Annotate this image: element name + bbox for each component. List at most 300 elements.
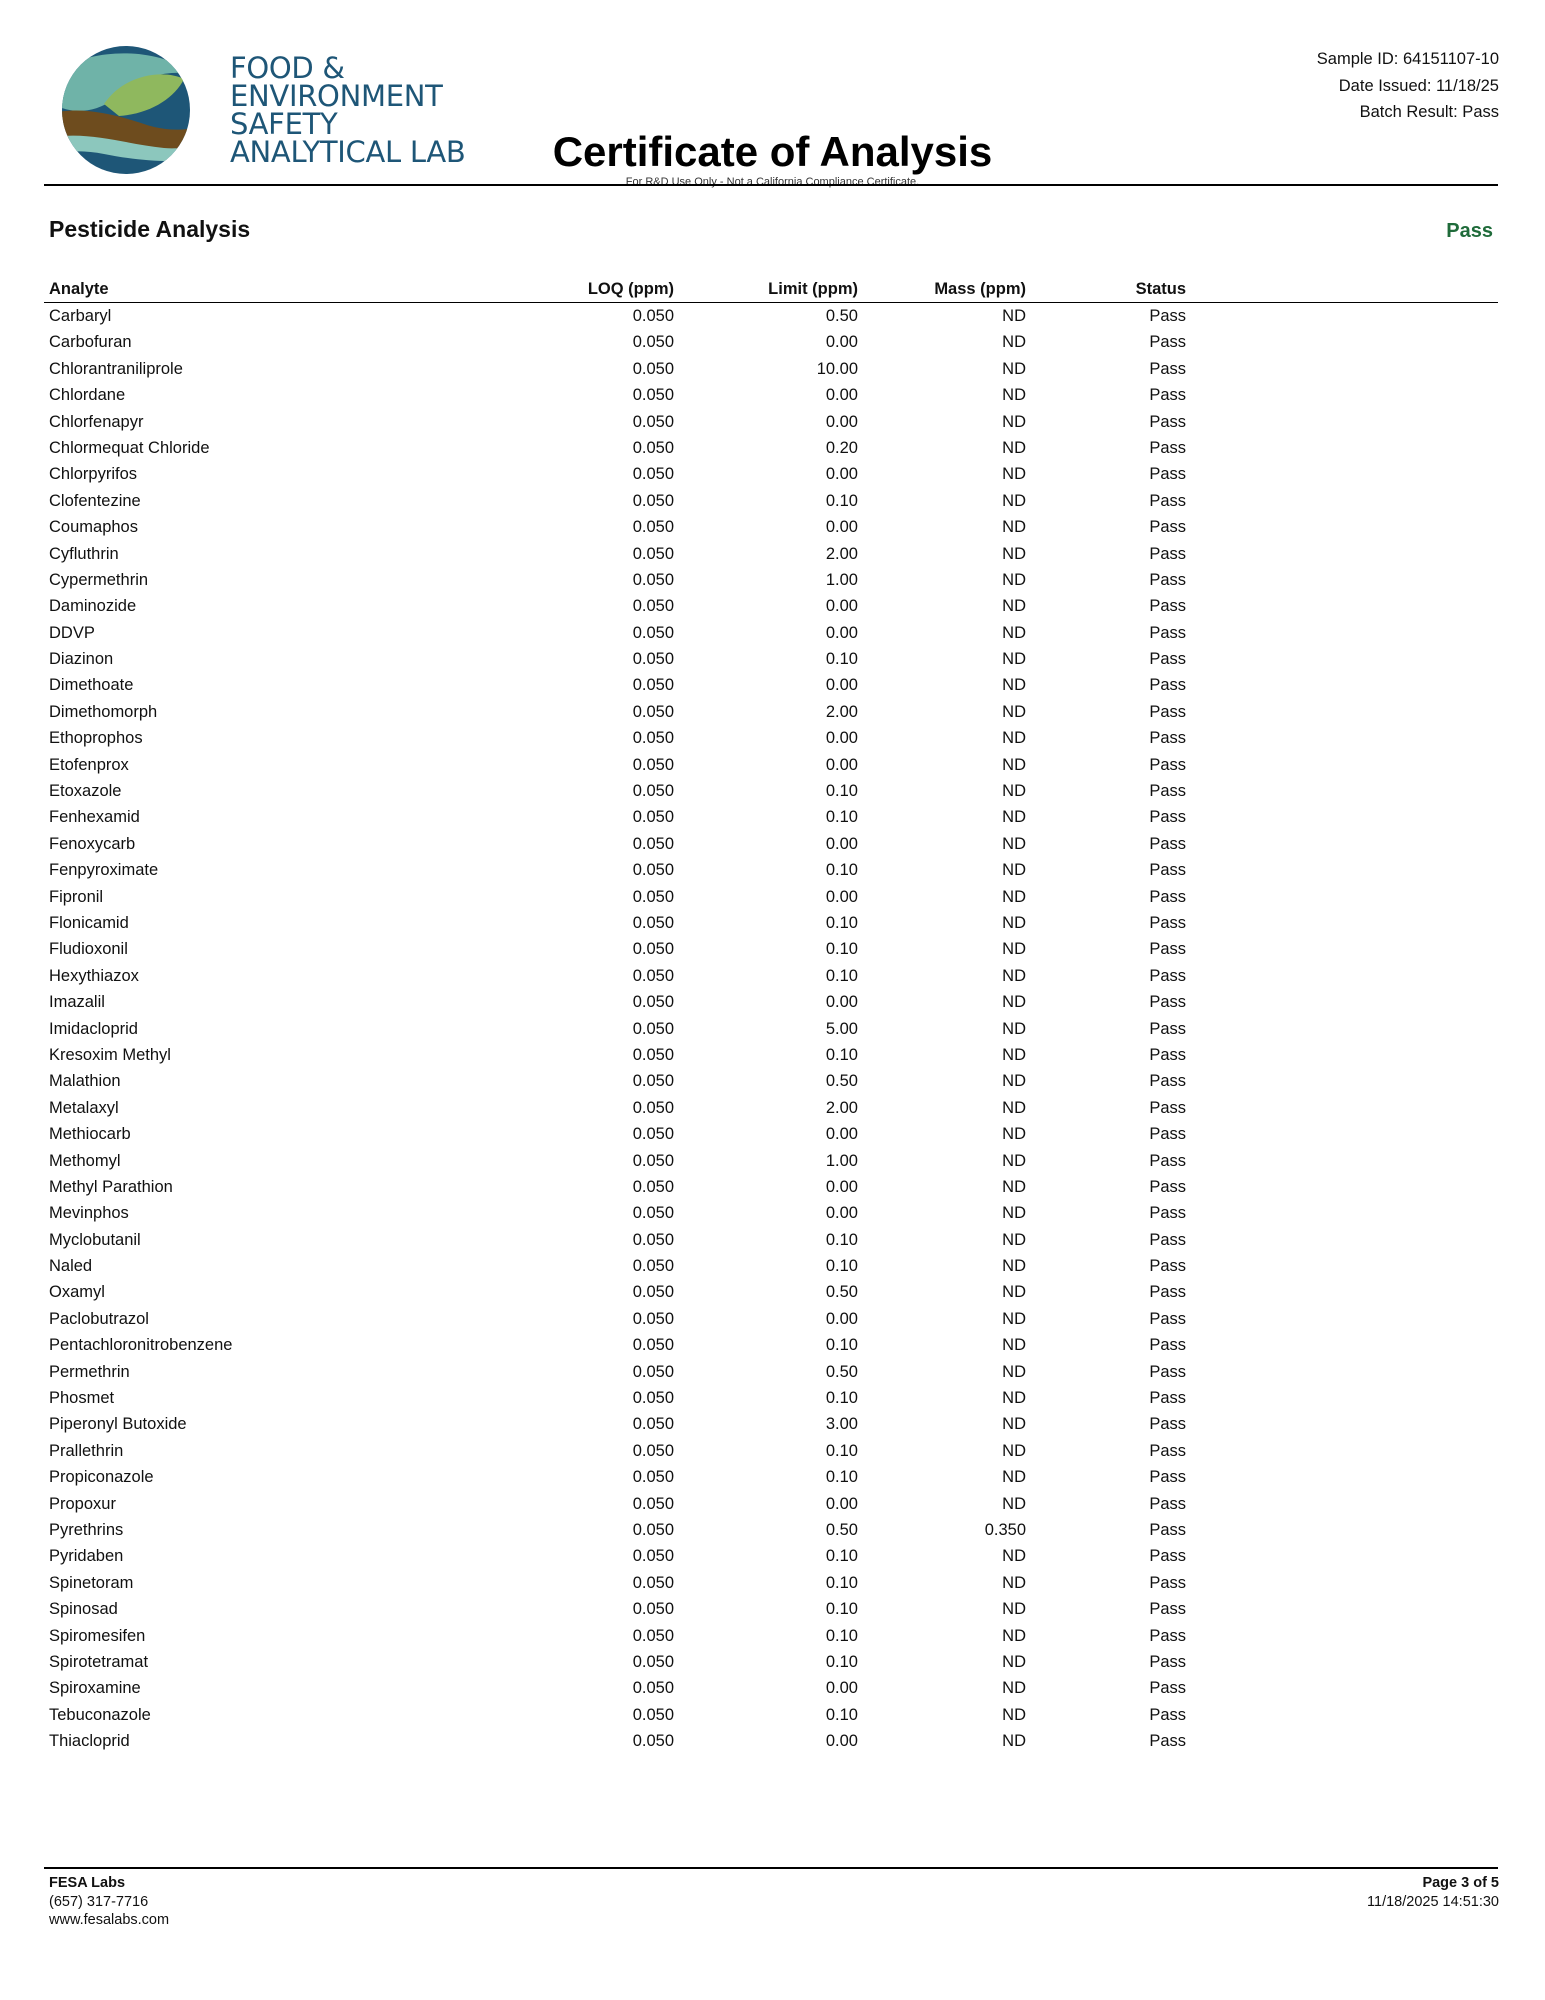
cell-status: Pass	[1149, 755, 1186, 774]
cell-mass: ND	[1002, 782, 1026, 801]
header-limit: Limit (ppm)	[768, 280, 858, 298]
footer-phone: (657) 317-7716	[49, 1893, 149, 1910]
header-mass: Mass (ppm)	[934, 280, 1026, 298]
table-row	[44, 910, 1498, 936]
cell-loq: 0.050	[632, 1177, 674, 1196]
cell-analyte: Spirotetramat	[49, 1652, 149, 1671]
cell-analyte: Piperonyl Butoxide	[49, 1415, 187, 1434]
cell-loq: 0.050	[632, 1204, 674, 1223]
cell-mass: ND	[1002, 1626, 1026, 1645]
cell-analyte: Kresoxim Methyl	[49, 1045, 171, 1064]
cell-loq: 0.050	[632, 1336, 674, 1355]
cell-analyte: Malathion	[49, 1072, 121, 1091]
cell-limit: 0.50	[825, 1362, 858, 1381]
cell-status: Pass	[1149, 623, 1186, 642]
table-row	[44, 1464, 1498, 1490]
cell-limit: 0.10	[825, 650, 858, 669]
cell-status: Pass	[1149, 1573, 1186, 1592]
cell-mass: ND	[1002, 1415, 1026, 1434]
cell-loq: 0.050	[632, 1230, 674, 1249]
cell-mass: ND	[1002, 1732, 1026, 1751]
cell-status: Pass	[1149, 1415, 1186, 1434]
cell-loq: 0.050	[632, 412, 674, 431]
cell-analyte: Spinosad	[49, 1600, 118, 1619]
cell-limit: 0.50	[825, 1520, 858, 1539]
cell-mass: ND	[1002, 597, 1026, 616]
cell-mass: ND	[1002, 386, 1026, 405]
cell-limit: 0.00	[825, 887, 858, 906]
cell-mass: ND	[1002, 1283, 1026, 1302]
cell-mass: ND	[1002, 993, 1026, 1012]
footer-meta	[1367, 1874, 1499, 1911]
cell-loq: 0.050	[632, 861, 674, 880]
cell-loq: 0.050	[632, 808, 674, 827]
cell-status: Pass	[1149, 333, 1186, 352]
cell-loq: 0.050	[632, 465, 674, 484]
cell-limit: 0.20	[825, 438, 858, 457]
cell-status: Pass	[1149, 359, 1186, 378]
table-row	[44, 514, 1498, 540]
cell-analyte: Methiocarb	[49, 1125, 131, 1144]
cell-analyte: Dimethoate	[49, 676, 134, 695]
table-row	[44, 752, 1498, 778]
cell-analyte: Chlorantraniliprole	[49, 359, 183, 378]
cell-status: Pass	[1149, 676, 1186, 695]
cell-mass: ND	[1002, 1468, 1026, 1487]
cell-limit: 0.00	[825, 597, 858, 616]
table-row	[44, 1200, 1498, 1226]
cell-mass: ND	[1002, 1494, 1026, 1513]
cell-limit: 10.00	[816, 359, 858, 378]
document-subtitle: For R&D Use Only - Not a California Compliance Certificate.	[625, 176, 920, 188]
cell-mass: ND	[1002, 1362, 1026, 1381]
cell-status: Pass	[1149, 570, 1186, 589]
cell-status: Pass	[1149, 1230, 1186, 1249]
cell-limit: 0.00	[825, 834, 858, 853]
cell-analyte: Myclobutanil	[49, 1230, 141, 1249]
table-row	[44, 831, 1498, 857]
table-row	[44, 1148, 1498, 1174]
table-row	[44, 1623, 1498, 1649]
cell-mass: ND	[1002, 1652, 1026, 1671]
cell-mass: ND	[1002, 1177, 1026, 1196]
cell-status: Pass	[1149, 808, 1186, 827]
cell-analyte: Carbofuran	[49, 333, 132, 352]
table-row	[44, 567, 1498, 593]
cell-status: Pass	[1149, 940, 1186, 959]
cell-mass: ND	[1002, 1705, 1026, 1724]
cell-loq: 0.050	[632, 1389, 674, 1408]
cell-status: Pass	[1149, 1125, 1186, 1144]
cell-loq: 0.050	[632, 518, 674, 537]
cell-limit: 0.10	[825, 1600, 858, 1619]
cell-analyte: Methomyl	[49, 1151, 121, 1170]
table-row	[44, 435, 1498, 461]
cell-mass: ND	[1002, 1019, 1026, 1038]
cell-loq: 0.050	[632, 755, 674, 774]
cell-limit: 0.50	[825, 1283, 858, 1302]
table-row	[44, 989, 1498, 1015]
cell-analyte: Flonicamid	[49, 913, 129, 932]
table-row	[44, 382, 1498, 408]
cell-loq: 0.050	[632, 1573, 674, 1592]
table-row	[44, 804, 1498, 830]
cell-mass: ND	[1002, 861, 1026, 880]
cell-mass: ND	[1002, 1230, 1026, 1249]
cell-analyte: Cyfluthrin	[49, 544, 119, 563]
cell-mass: ND	[1002, 491, 1026, 510]
cell-analyte: Cypermethrin	[49, 570, 149, 589]
table-row	[44, 329, 1498, 355]
cell-mass: ND	[1002, 518, 1026, 537]
cell-limit: 0.10	[825, 913, 858, 932]
table-row	[44, 725, 1498, 751]
cell-mass: ND	[1002, 1098, 1026, 1117]
footer-contact	[49, 1874, 169, 1930]
print-timestamp: 11/18/2025 14:51:30	[1367, 1893, 1499, 1910]
cell-mass: ND	[1002, 1204, 1026, 1223]
cell-loq: 0.050	[632, 782, 674, 801]
cell-limit: 0.10	[825, 1441, 858, 1460]
cell-limit: 0.00	[825, 623, 858, 642]
table-row	[44, 884, 1498, 910]
cell-status: Pass	[1149, 1336, 1186, 1355]
cell-analyte: DDVP	[49, 623, 95, 642]
cell-analyte: Spiromesifen	[49, 1626, 146, 1645]
logo-line: ANALYTICAL LAB	[230, 135, 466, 169]
table-row	[44, 1438, 1498, 1464]
table-row	[44, 1596, 1498, 1622]
cell-analyte: Pyrethrins	[49, 1520, 124, 1539]
cell-analyte: Imazalil	[49, 993, 105, 1012]
cell-loq: 0.050	[632, 491, 674, 510]
cell-mass: ND	[1002, 1573, 1026, 1592]
table-row	[44, 620, 1498, 646]
cell-mass: ND	[1002, 307, 1026, 325]
table-row	[44, 1095, 1498, 1121]
cell-limit: 5.00	[825, 1019, 858, 1038]
cell-loq: 0.050	[632, 1705, 674, 1724]
cell-loq: 0.050	[632, 1600, 674, 1619]
cell-status: Pass	[1149, 544, 1186, 563]
table-row	[44, 1227, 1498, 1253]
cell-loq: 0.050	[632, 834, 674, 853]
cell-analyte: Metalaxyl	[49, 1098, 119, 1117]
cell-status: Pass	[1149, 307, 1186, 325]
cell-analyte: Methyl Parathion	[49, 1177, 173, 1196]
cell-mass: ND	[1002, 570, 1026, 589]
logo-line: SAFETY	[230, 107, 338, 141]
document-title: Certificate of Analysis	[552, 128, 993, 175]
cell-status: Pass	[1149, 1441, 1186, 1460]
cell-status: Pass	[1149, 518, 1186, 537]
cell-loq: 0.050	[632, 1626, 674, 1645]
cell-loq: 0.050	[632, 1283, 674, 1302]
cell-status: Pass	[1149, 491, 1186, 510]
date-issued: Date Issued: 11/18/25	[1338, 76, 1499, 95]
cell-loq: 0.050	[632, 1019, 674, 1038]
cell-limit: 0.00	[825, 1494, 858, 1513]
table-row	[44, 1253, 1498, 1279]
cell-analyte: Pyridaben	[49, 1547, 124, 1566]
cell-mass: ND	[1002, 1600, 1026, 1619]
cell-mass: ND	[1002, 676, 1026, 695]
cell-mass: ND	[1002, 623, 1026, 642]
cell-analyte: Clofentezine	[49, 491, 141, 510]
cell-limit: 0.10	[825, 1336, 858, 1355]
cell-analyte: Daminozide	[49, 597, 137, 616]
cell-analyte: Fenpyroximate	[49, 861, 159, 880]
cell-loq: 0.050	[632, 676, 674, 695]
cell-analyte: Propoxur	[49, 1494, 116, 1513]
cell-limit: 0.10	[825, 1547, 858, 1566]
cell-mass: ND	[1002, 359, 1026, 378]
cell-status: Pass	[1149, 1732, 1186, 1751]
table-body	[44, 303, 1498, 1754]
cell-analyte: Tebuconazole	[49, 1705, 151, 1724]
footer-company: FESA Labs	[49, 1875, 126, 1891]
cell-mass: ND	[1002, 1045, 1026, 1064]
cell-limit: 0.10	[825, 1230, 858, 1249]
cell-loq: 0.050	[632, 1520, 674, 1539]
cell-mass: ND	[1002, 1679, 1026, 1698]
cell-limit: 0.10	[825, 808, 858, 827]
cell-status: Pass	[1149, 1679, 1186, 1698]
table-row	[44, 1411, 1498, 1437]
table-row	[44, 699, 1498, 725]
table-row	[44, 303, 1498, 329]
cell-mass: ND	[1002, 966, 1026, 985]
cell-status: Pass	[1149, 1362, 1186, 1381]
table-row	[44, 778, 1498, 804]
table-row	[44, 1359, 1498, 1385]
table-row	[44, 1042, 1498, 1068]
cell-analyte: Fipronil	[49, 887, 104, 906]
cell-status: Pass	[1149, 386, 1186, 405]
cell-limit: 2.00	[825, 544, 858, 563]
cell-loq: 0.050	[632, 1045, 674, 1064]
cell-mass: ND	[1002, 1389, 1026, 1408]
cell-analyte: Chlorpyrifos	[49, 465, 138, 484]
table-row	[44, 1306, 1498, 1332]
logo-line: FOOD &	[230, 51, 345, 85]
cell-analyte: Prallethrin	[49, 1441, 124, 1460]
cell-limit: 0.00	[825, 1309, 858, 1328]
cell-mass: ND	[1002, 887, 1026, 906]
cell-mass: ND	[1002, 1257, 1026, 1276]
cell-analyte: Paclobutrazol	[49, 1309, 149, 1328]
cell-limit: 2.00	[825, 1098, 858, 1117]
cell-status: Pass	[1149, 1045, 1186, 1064]
cell-analyte: Chlorfenapyr	[49, 412, 144, 431]
cell-loq: 0.050	[632, 1151, 674, 1170]
cell-loq: 0.050	[632, 1125, 674, 1144]
cell-status: Pass	[1149, 782, 1186, 801]
cell-mass: ND	[1002, 1336, 1026, 1355]
cell-mass: ND	[1002, 913, 1026, 932]
cell-limit: 0.50	[825, 1072, 858, 1091]
table-row	[44, 409, 1498, 435]
table-row	[44, 593, 1498, 619]
cell-limit: 0.10	[825, 940, 858, 959]
cell-limit: 0.00	[825, 465, 858, 484]
table-row	[44, 1279, 1498, 1305]
cell-limit: 0.50	[825, 307, 858, 325]
cell-status: Pass	[1149, 993, 1186, 1012]
cell-limit: 1.00	[825, 570, 858, 589]
table-row	[44, 1121, 1498, 1147]
cell-mass: ND	[1002, 834, 1026, 853]
cell-limit: 0.10	[825, 1468, 858, 1487]
cell-limit: 0.10	[825, 1652, 858, 1671]
cell-analyte: Naled	[49, 1257, 93, 1276]
cell-analyte: Permethrin	[49, 1362, 130, 1381]
logo-line: ENVIRONMENT	[230, 79, 443, 113]
table-row	[44, 1016, 1498, 1042]
table-row	[44, 1649, 1498, 1675]
cell-mass: ND	[1002, 702, 1026, 721]
cell-mass: ND	[1002, 650, 1026, 669]
cell-loq: 0.050	[632, 544, 674, 563]
cell-limit: 0.00	[825, 518, 858, 537]
cell-status: Pass	[1149, 729, 1186, 748]
cell-analyte: Ethoprophos	[49, 729, 143, 748]
cell-analyte: Carbaryl	[49, 307, 112, 325]
cell-loq: 0.050	[632, 1441, 674, 1460]
cell-limit: 0.00	[825, 1125, 858, 1144]
cell-loq: 0.050	[632, 1547, 674, 1566]
cell-limit: 0.00	[825, 729, 858, 748]
cell-status: Pass	[1149, 1072, 1186, 1091]
cell-status: Pass	[1149, 412, 1186, 431]
cell-status: Pass	[1149, 1151, 1186, 1170]
cell-mass: ND	[1002, 808, 1026, 827]
cell-limit: 0.10	[825, 1626, 858, 1645]
cell-loq: 0.050	[632, 333, 674, 352]
cell-loq: 0.050	[632, 1652, 674, 1671]
cell-loq: 0.050	[632, 1494, 674, 1513]
table-row	[44, 1332, 1498, 1358]
cell-status: Pass	[1149, 1547, 1186, 1566]
table-row	[44, 1728, 1498, 1754]
table-row	[44, 646, 1498, 672]
footer-website[interactable]: www.fesalabs.com	[49, 1912, 170, 1928]
cell-loq: 0.050	[632, 1362, 674, 1381]
cell-loq: 0.050	[632, 1468, 674, 1487]
cell-limit: 3.00	[825, 1415, 858, 1434]
cell-limit: 0.00	[825, 412, 858, 431]
cell-status: Pass	[1149, 1177, 1186, 1196]
cell-mass: ND	[1002, 438, 1026, 457]
cell-status: Pass	[1149, 1705, 1186, 1724]
table-row	[44, 672, 1498, 698]
cell-analyte: Fludioxonil	[49, 940, 128, 959]
footer-divider	[44, 1867, 1498, 1869]
cell-status: Pass	[1149, 887, 1186, 906]
cell-mass: ND	[1002, 1441, 1026, 1460]
cell-analyte: Fenhexamid	[49, 808, 140, 827]
cell-loq: 0.050	[632, 966, 674, 985]
table-row	[44, 1543, 1498, 1569]
cell-limit: 0.10	[825, 861, 858, 880]
cell-status: Pass	[1149, 913, 1186, 932]
cell-limit: 0.00	[825, 755, 858, 774]
cell-analyte: Dimethomorph	[49, 702, 158, 721]
cell-analyte: Pentachloronitrobenzene	[49, 1336, 233, 1355]
cell-loq: 0.050	[632, 1257, 674, 1276]
cell-loq: 0.050	[632, 570, 674, 589]
section-title: Pesticide Analysis	[49, 216, 251, 242]
cell-analyte: Spiroxamine	[49, 1679, 141, 1698]
table-row	[44, 1068, 1498, 1094]
table-row	[44, 1675, 1498, 1701]
cell-loq: 0.050	[632, 1679, 674, 1698]
cell-analyte: Coumaphos	[49, 518, 138, 537]
table-row	[44, 1385, 1498, 1411]
pesticide-table	[44, 276, 1498, 1754]
table-row	[44, 541, 1498, 567]
cell-mass: ND	[1002, 333, 1026, 352]
table-row	[44, 1702, 1498, 1728]
cell-analyte: Spinetoram	[49, 1573, 134, 1592]
cell-limit: 0.00	[825, 1204, 858, 1223]
cell-loq: 0.050	[632, 623, 674, 642]
cell-status: Pass	[1149, 1098, 1186, 1117]
cell-limit: 0.00	[825, 1679, 858, 1698]
section-result-badge: Pass	[1446, 220, 1493, 242]
cell-status: Pass	[1149, 966, 1186, 985]
cell-analyte: Oxamyl	[49, 1283, 105, 1302]
cell-limit: 0.10	[825, 782, 858, 801]
cell-status: Pass	[1149, 861, 1186, 880]
cell-mass: ND	[1002, 1151, 1026, 1170]
cell-analyte: Etofenprox	[49, 755, 129, 774]
header-loq: LOQ (ppm)	[587, 280, 674, 298]
cell-limit: 0.10	[825, 491, 858, 510]
table-row	[44, 461, 1498, 487]
page-number: Page 3 of 5	[1422, 1875, 1499, 1891]
cell-limit: 0.10	[825, 1573, 858, 1592]
cell-loq: 0.050	[632, 702, 674, 721]
cell-status: Pass	[1149, 1520, 1186, 1539]
cell-status: Pass	[1149, 702, 1186, 721]
cell-status: Pass	[1149, 1389, 1186, 1408]
table-row	[44, 857, 1498, 883]
cell-limit: 0.00	[825, 333, 858, 352]
cell-mass: ND	[1002, 412, 1026, 431]
cell-status: Pass	[1149, 438, 1186, 457]
cell-analyte: Diazinon	[49, 650, 114, 669]
cell-mass: ND	[1002, 1072, 1026, 1091]
cell-analyte: Etoxazole	[49, 782, 122, 801]
cell-mass: ND	[1002, 544, 1026, 563]
cell-limit: 0.00	[825, 993, 858, 1012]
cell-limit: 2.00	[825, 702, 858, 721]
cell-mass: ND	[1002, 755, 1026, 774]
cell-analyte: Phosmet	[49, 1389, 115, 1408]
cell-status: Pass	[1149, 1204, 1186, 1223]
cell-limit: 0.10	[825, 966, 858, 985]
cell-loq: 0.050	[632, 1415, 674, 1434]
cell-mass: ND	[1002, 1309, 1026, 1328]
cell-analyte: Propiconazole	[49, 1468, 154, 1487]
cell-loq: 0.050	[632, 650, 674, 669]
cell-loq: 0.050	[632, 940, 674, 959]
table-row	[44, 936, 1498, 962]
table-row	[44, 1174, 1498, 1200]
cell-status: Pass	[1149, 597, 1186, 616]
cell-limit: 0.00	[825, 386, 858, 405]
